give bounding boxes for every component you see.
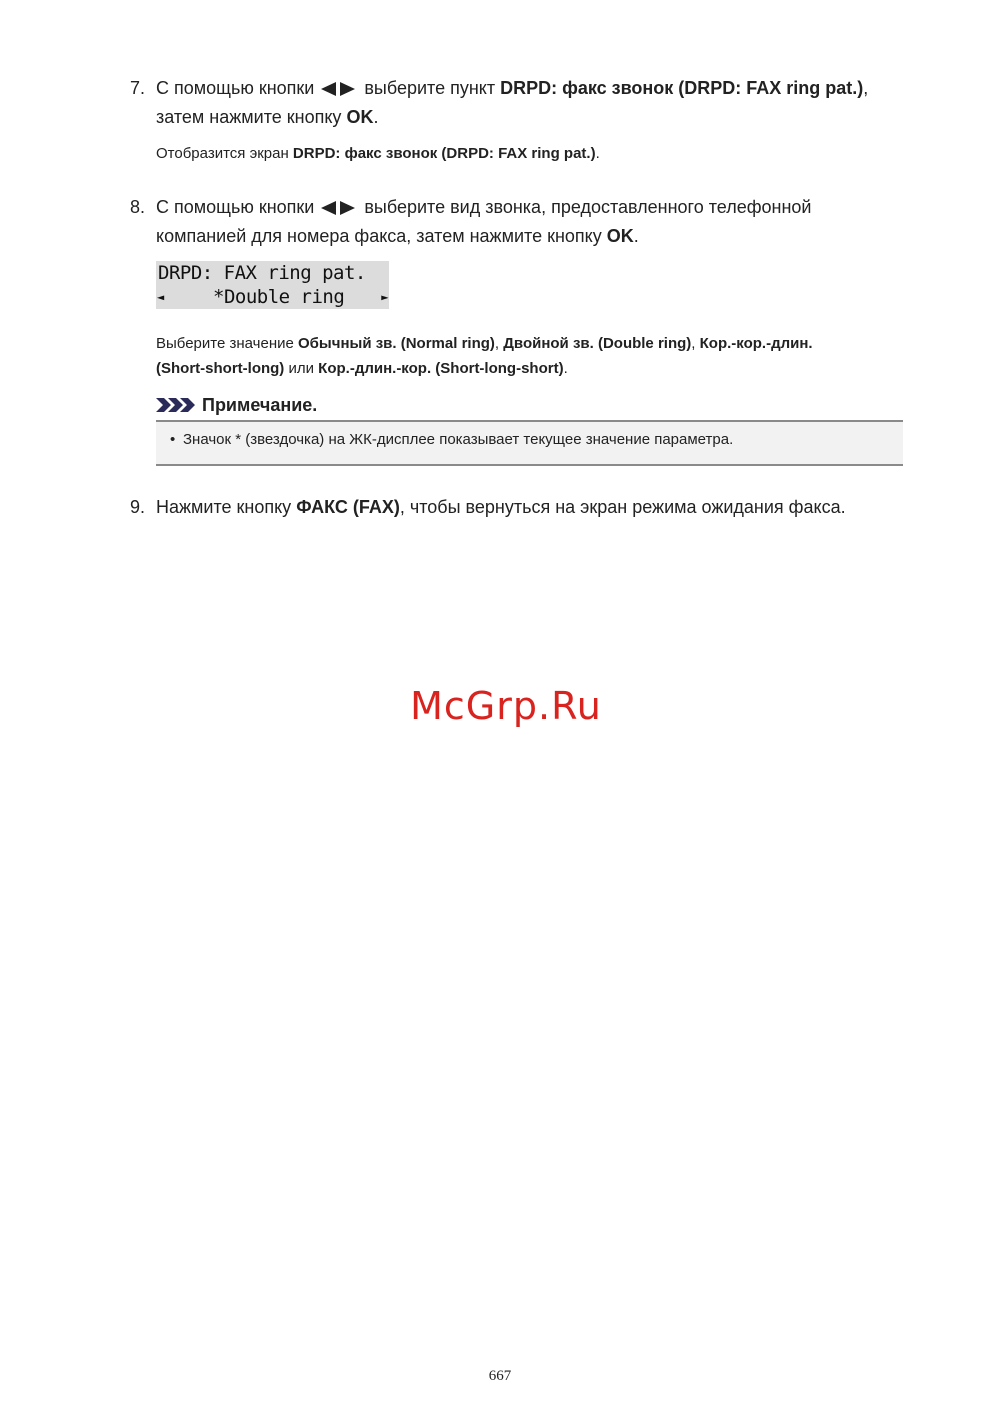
result-text: Отобразится экран <box>156 145 293 162</box>
left-right-arrows-icon <box>321 82 357 96</box>
note-heading <box>156 393 317 417</box>
note-chevrons-icon <box>156 398 196 412</box>
step-number: 9. <box>130 497 146 517</box>
step-text: выберите пункт <box>359 78 501 98</box>
period: . <box>563 360 568 377</box>
left-right-arrows-icon <box>321 201 357 215</box>
step-9 <box>130 493 920 522</box>
ok-button-name: OK <box>346 107 374 127</box>
option-short-short-long-en: (Short-short-long) <box>156 360 285 377</box>
step-text: выберите вид звонка, предоставленного телефонной <box>359 197 812 217</box>
step-7-result <box>156 141 916 166</box>
step-text: , чтобы вернуться на экран режима ожидания факса. <box>399 497 846 517</box>
step-text: затем нажмите кнопку <box>156 107 347 127</box>
step-number: 7. <box>130 78 146 98</box>
separator: или <box>284 360 319 377</box>
option-short-short-long: Кор.-кор.-длин. <box>699 335 813 352</box>
note-box <box>156 420 903 466</box>
step-8 <box>130 193 920 251</box>
option-double-ring: Двойной зв. (Double ring) <box>503 335 692 352</box>
ring-options-text <box>156 331 906 381</box>
step-text: С помощью кнопки <box>156 78 315 98</box>
lcd-display <box>156 261 389 309</box>
watermark-logo: McGrp.Ru <box>410 684 602 728</box>
step-7 <box>130 74 920 132</box>
separator: , <box>494 335 504 352</box>
step-text: . <box>633 226 639 246</box>
note-text: Значок * (звездочка) на ЖК-дисплее показывает текущее значение параметра. <box>183 431 734 448</box>
lcd-line-1: DRPD: FAX ring pat. <box>158 262 366 284</box>
ok-button-name: OK <box>606 226 634 246</box>
bullet: • <box>170 431 176 448</box>
step-text: Нажмите кнопку <box>156 497 297 517</box>
option-short-long-short: Кор.-длин.-кор. (Short-long-short) <box>318 360 564 377</box>
fax-button-name: ФАКС (FAX) <box>296 497 400 517</box>
menu-item-name: DRPD: факс звонок (DRPD: FAX ring pat.) <box>500 78 864 98</box>
note-item <box>170 429 734 451</box>
step-text: компанией для номера факса, затем нажмите кнопку <box>156 226 607 246</box>
page-number: 667 <box>488 1368 512 1384</box>
result-text: . <box>595 145 600 162</box>
step-text: . <box>373 107 379 127</box>
step-text: С помощью кнопки <box>156 197 315 217</box>
screen-name: DRPD: факс звонок (DRPD: FAX ring pat.) <box>292 145 596 162</box>
lcd-current-value: *Double ring <box>213 286 345 308</box>
note-title: Примечание. <box>202 394 318 415</box>
step-text: , <box>863 78 869 98</box>
step-number: 8. <box>130 197 146 217</box>
separator: , <box>691 335 700 352</box>
options-intro: Выберите значение <box>156 335 298 352</box>
lcd-left-arrow-icon: ◄ <box>157 290 164 304</box>
option-normal-ring: Обычный зв. (Normal ring) <box>298 335 495 352</box>
lcd-right-arrow-icon: ► <box>381 290 388 304</box>
